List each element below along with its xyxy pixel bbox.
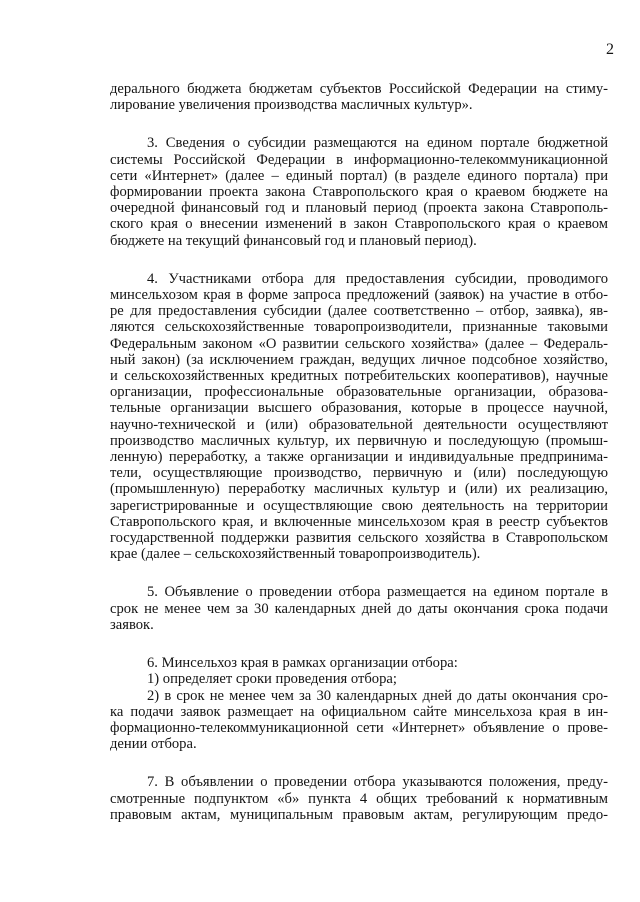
page-number: 2	[606, 41, 614, 58]
text-line: сети «Интернет» (далее – единый портал) (в разделе единого портала) при	[110, 167, 608, 184]
paragraph-5	[110, 584, 608, 633]
text-line: производство масличных культур, их первичную и последующую (промыш-	[110, 432, 608, 449]
text-line: ленную) переработку, а также организации и индивидуальные предпринима-	[110, 449, 608, 466]
text-line: дении отбора.	[110, 736, 197, 753]
document-body	[110, 81, 608, 823]
text-line: Федеральным законом «О развитии сельского хозяйства» (далее – Федераль-	[110, 335, 608, 352]
text-line: государственной поддержки развития сельского хозяйства в Ставропольском	[110, 530, 608, 547]
text-line: ре для предоставления субсидии (далее соответственно – отбор, заявка), яв-	[110, 303, 608, 320]
text-line: 6. Минсельхоз края в рамках организации отбора:	[147, 655, 458, 672]
text-line: срок не менее чем за 30 календарных дней до даты окончания срока подачи	[110, 600, 608, 617]
text-line: ный закон) (за исключением граждан, ведущих личное подсобное хозяйство,	[110, 351, 608, 368]
paragraph-3	[110, 135, 608, 248]
text-line: Ставропольского края, и включенные минсельхозом края в реестр субъектов	[110, 513, 608, 530]
text-line: 5. Объявление о проведении отбора размещается на едином портале в	[147, 584, 608, 601]
text-line: 2) в срок не менее чем за 30 календарных дней до даты окончания сро-	[147, 687, 608, 704]
text-line: научно-технической и (или) образовательной деятельности осуществляют	[110, 416, 608, 433]
paragraph-6	[110, 655, 608, 671]
text-line: ка подачи заявок размещает на официальном сайте минсельхоза края в ин-	[110, 703, 608, 720]
text-line: правовым актам, муниципальным правовым актам, регулирующим предо-	[110, 806, 608, 823]
text-line: дерального бюджета бюджетам субъектов Российской Федерации на стиму-	[110, 81, 608, 97]
text-line: формационно-телекоммуникационной сети «Интернет» объявление о прове-	[110, 719, 608, 736]
text-line: (промышленную) переработку масличных культур и (или) их реализацию,	[110, 481, 608, 498]
text-line: смотренные подпунктом «б» пункта 4 общих требований к нормативным	[110, 790, 608, 807]
text-line: 4. Участниками отбора для предоставления субсидии, проводимого	[147, 270, 608, 287]
paragraph-7	[110, 774, 608, 823]
text-line: лирование увеличения производства масличных культур».	[110, 97, 473, 114]
text-line: зарегистрированные и осуществляющие свою деятельность на территории	[110, 497, 608, 514]
paragraph-6-item-2	[110, 688, 608, 753]
text-line: 1) определяет сроки проведения отбора;	[147, 671, 397, 688]
paragraph-intro-continuation	[110, 81, 608, 113]
text-line: формировании проекта закона Ставропольского края о краевом бюджете на	[110, 184, 608, 201]
text-line: крае (далее – сельскохозяйственный товаропроизводитель).	[110, 546, 481, 563]
paragraph-4	[110, 271, 608, 563]
text-line: бюджете на текущий финансовый год и плановый период).	[110, 232, 477, 249]
text-line: и сельскохозяйственных кредитных потребительских кооперативов), научные	[110, 368, 608, 385]
text-line: организации, профессиональные образовательные организации, образова-	[110, 384, 608, 401]
text-line: тели, осуществляющие производство, первичную и (или) последующую	[110, 465, 608, 482]
text-line: системы Российской Федерации в информационно-телекоммуникационной	[110, 151, 608, 168]
text-line: 7. В объявлении о проведении отбора указываются положения, преду-	[147, 774, 608, 791]
text-line: тельные организации высшего образования, которые в процессе научной,	[110, 400, 608, 417]
text-line: минсельхозом края в форме запроса предложений (заявок) на участие в отбо-	[110, 287, 608, 304]
text-line: 3. Сведения о субсидии размещаются на едином портале бюджетной	[147, 135, 608, 152]
text-line: очередной финансовый год и плановый период (проекта закона Ставрополь-	[110, 200, 608, 217]
text-line: ляются сельскохозяйственные товаропроизводители, признанные таковыми	[110, 319, 608, 336]
text-line: ского края о внесении изменений в закон Ставропольского края о краевом	[110, 216, 608, 233]
paragraph-6-item-1	[110, 671, 608, 687]
text-line: заявок.	[110, 616, 154, 633]
